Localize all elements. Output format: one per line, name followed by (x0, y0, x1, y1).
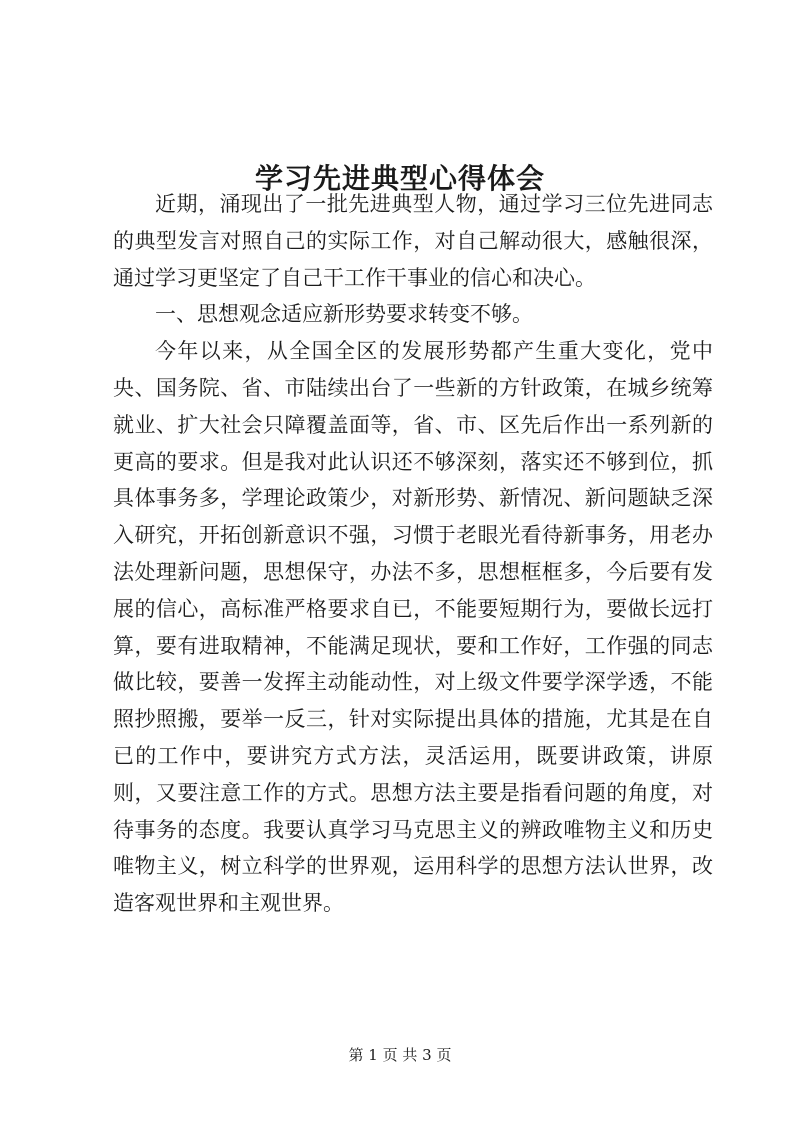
paragraph-heading-one: 一、思想观念适应新形势要求转变不够。 (155, 302, 533, 327)
page-title: 学习先进典型心得体会 (254, 161, 545, 195)
paragraph-intro: 近期，涌现出了一批先进典型人物，通过学习三位先进同志的典型发言对照自己的实际工作，对自己解动很大，感触很深，通过学习更坚定了自己干工作干事业的信心和决心。 (113, 192, 713, 290)
document-body (113, 186, 713, 922)
page-footer: 第 1 页 共 3 页 (348, 1046, 452, 1064)
paragraph-main: 今年以来，从全国全区的发展形势都产生重大变化，党中央、国务院、省、市陆续出台了一些新的方针政策，在城乡统筹就业、扩大社会只障覆盖面等，省、市、区先后作出一系列新的更高的要求。但是我对此认识还不够深刻，落实还不够到位，抓具体事务多，学理论政策少，对新形势、新情况、新问题缺乏深入研究，开拓创新意识不强，习惯于老眼光看待新事务，用老办法处理新问题，思想保守，办法不多，思想框框多，今后要有发展的信心，高标准严格要求自已，不能要短期行为，要做长远打算，要有进取精神，不能满足现状，要和工作好，工作强的同志做比较，要善一发挥主动能动性，对上级文件要学深学透，不能照抄照搬，要举一反三，针对实际提出具体的措施，尤其是在自已的工作中，要讲究方式方法，灵活运用，既要讲政策，讲原则，又要注意工作的方式。思想方法主要是指看问题的角度，对待事务的态度。我要认真学习马克思主义的辨政唯物主义和历史唯物主义，树立科学的世界观，运用科学的思想方法认世界，改造客观世界和主观世界。 (113, 339, 713, 916)
